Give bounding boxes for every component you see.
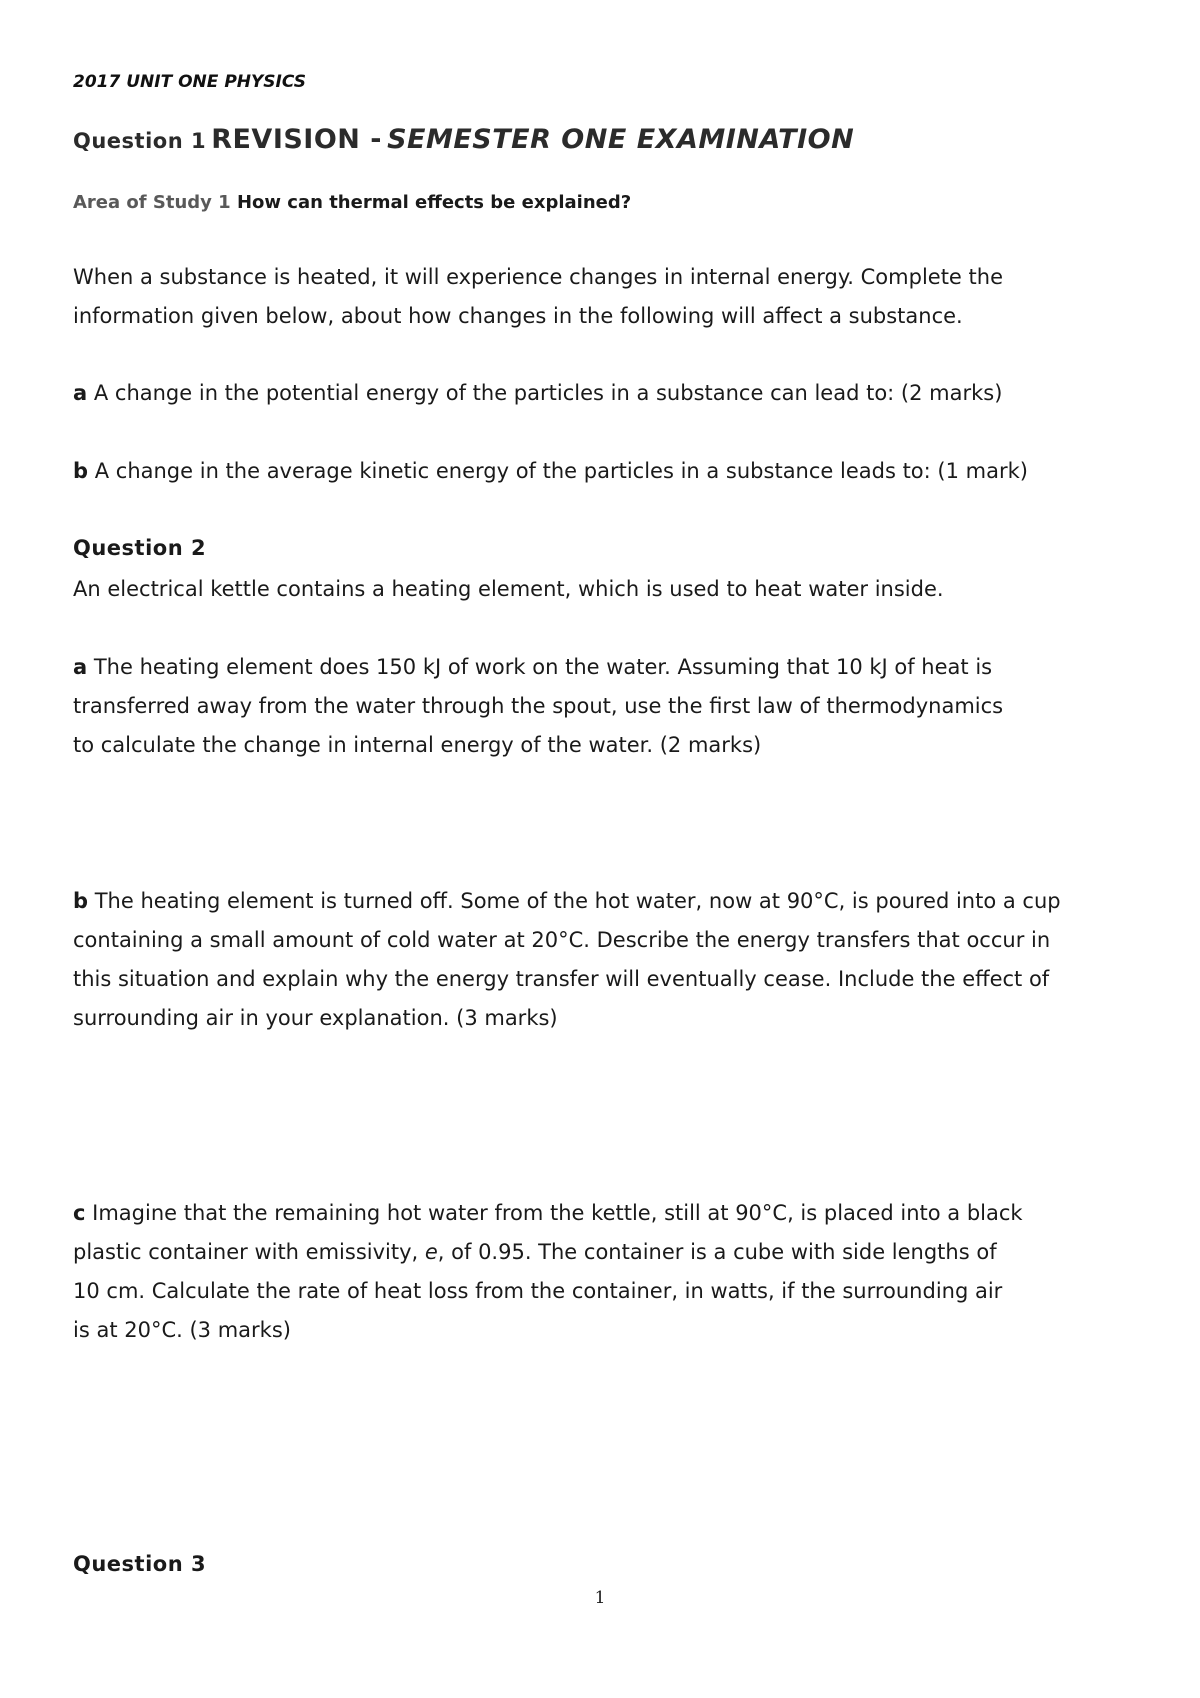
page-title xyxy=(73,124,854,155)
q1-intro-line: information given below, about how changes in the following will affect a substance. xyxy=(73,304,963,328)
part-text: this situation and explain why the energy transfer will eventually cease. Include the effect of xyxy=(73,967,1050,991)
title-exam-name: SEMESTER ONE EXAMINATION xyxy=(387,124,855,155)
part-text: Imagine that the remaining hot water from the kettle, still at 90°C, is placed into a black xyxy=(92,1201,1023,1225)
part-text: A change in the potential energy of the particles in a substance can lead to: (2 marks) xyxy=(93,381,1003,405)
part-letter: a xyxy=(73,655,88,679)
q2-heading: Question 2 xyxy=(73,536,207,560)
part-text: The heating element does 150 kJ of work on the water. Assuming that 10 kJ of heat is xyxy=(93,655,993,679)
part-text: surrounding air in your explanation. (3 marks) xyxy=(73,1006,558,1030)
document-header: 2017 UNIT ONE PHYSICS xyxy=(73,72,306,92)
q3-heading: Question 3 xyxy=(73,1552,207,1576)
part-text: The heating element is turned off. Some of the hot water, now at 90°C, is poured into a cup xyxy=(94,889,1061,913)
q2-intro: An electrical kettle contains a heating element, which is used to heat water inside. xyxy=(73,577,944,601)
part-letter: b xyxy=(73,889,89,913)
q1-part-a xyxy=(73,374,1002,413)
q2-part-b xyxy=(73,882,1061,1038)
part-text: , of 0.95. The container is a cube with side lengths of xyxy=(437,1240,997,1264)
part-letter: a xyxy=(73,381,88,405)
part-letter: c xyxy=(73,1201,86,1225)
part-letter: b xyxy=(73,459,89,483)
title-question-number: Question 1 xyxy=(73,129,207,153)
part-text: 10 cm. Calculate the rate of heat loss from the container, in watts, if the surrounding air xyxy=(73,1279,1003,1303)
part-text: containing a small amount of cold water at 20°C. Describe the energy transfers that occur in xyxy=(73,928,1051,952)
part-text: to calculate the change in internal energy of the water. (2 marks) xyxy=(73,733,762,757)
q1-intro-line: When a substance is heated, it will experience changes in internal energy. Complete the xyxy=(73,265,1003,289)
q1-part-b xyxy=(73,452,1028,491)
q2-part-c xyxy=(73,1194,1023,1350)
part-text: A change in the average kinetic energy of the particles in a substance leads to: (1 mark) xyxy=(94,459,1028,483)
area-of-study xyxy=(73,192,631,213)
part-text: transferred away from the water through the spout, use the first law of thermodynamics xyxy=(73,694,1004,718)
area-of-study-question: How can thermal effects be explained? xyxy=(236,192,632,213)
part-text: plastic container with emissivity, xyxy=(73,1240,425,1264)
page-number: 1 xyxy=(594,1588,606,1608)
q2-part-a xyxy=(73,648,1003,765)
part-text: is at 20°C. (3 marks) xyxy=(73,1318,291,1342)
q1-intro xyxy=(73,258,1003,336)
area-of-study-label: Area of Study 1 xyxy=(73,192,231,213)
emissivity-symbol: e xyxy=(424,1240,438,1264)
title-revision: REVISION - xyxy=(211,124,383,155)
